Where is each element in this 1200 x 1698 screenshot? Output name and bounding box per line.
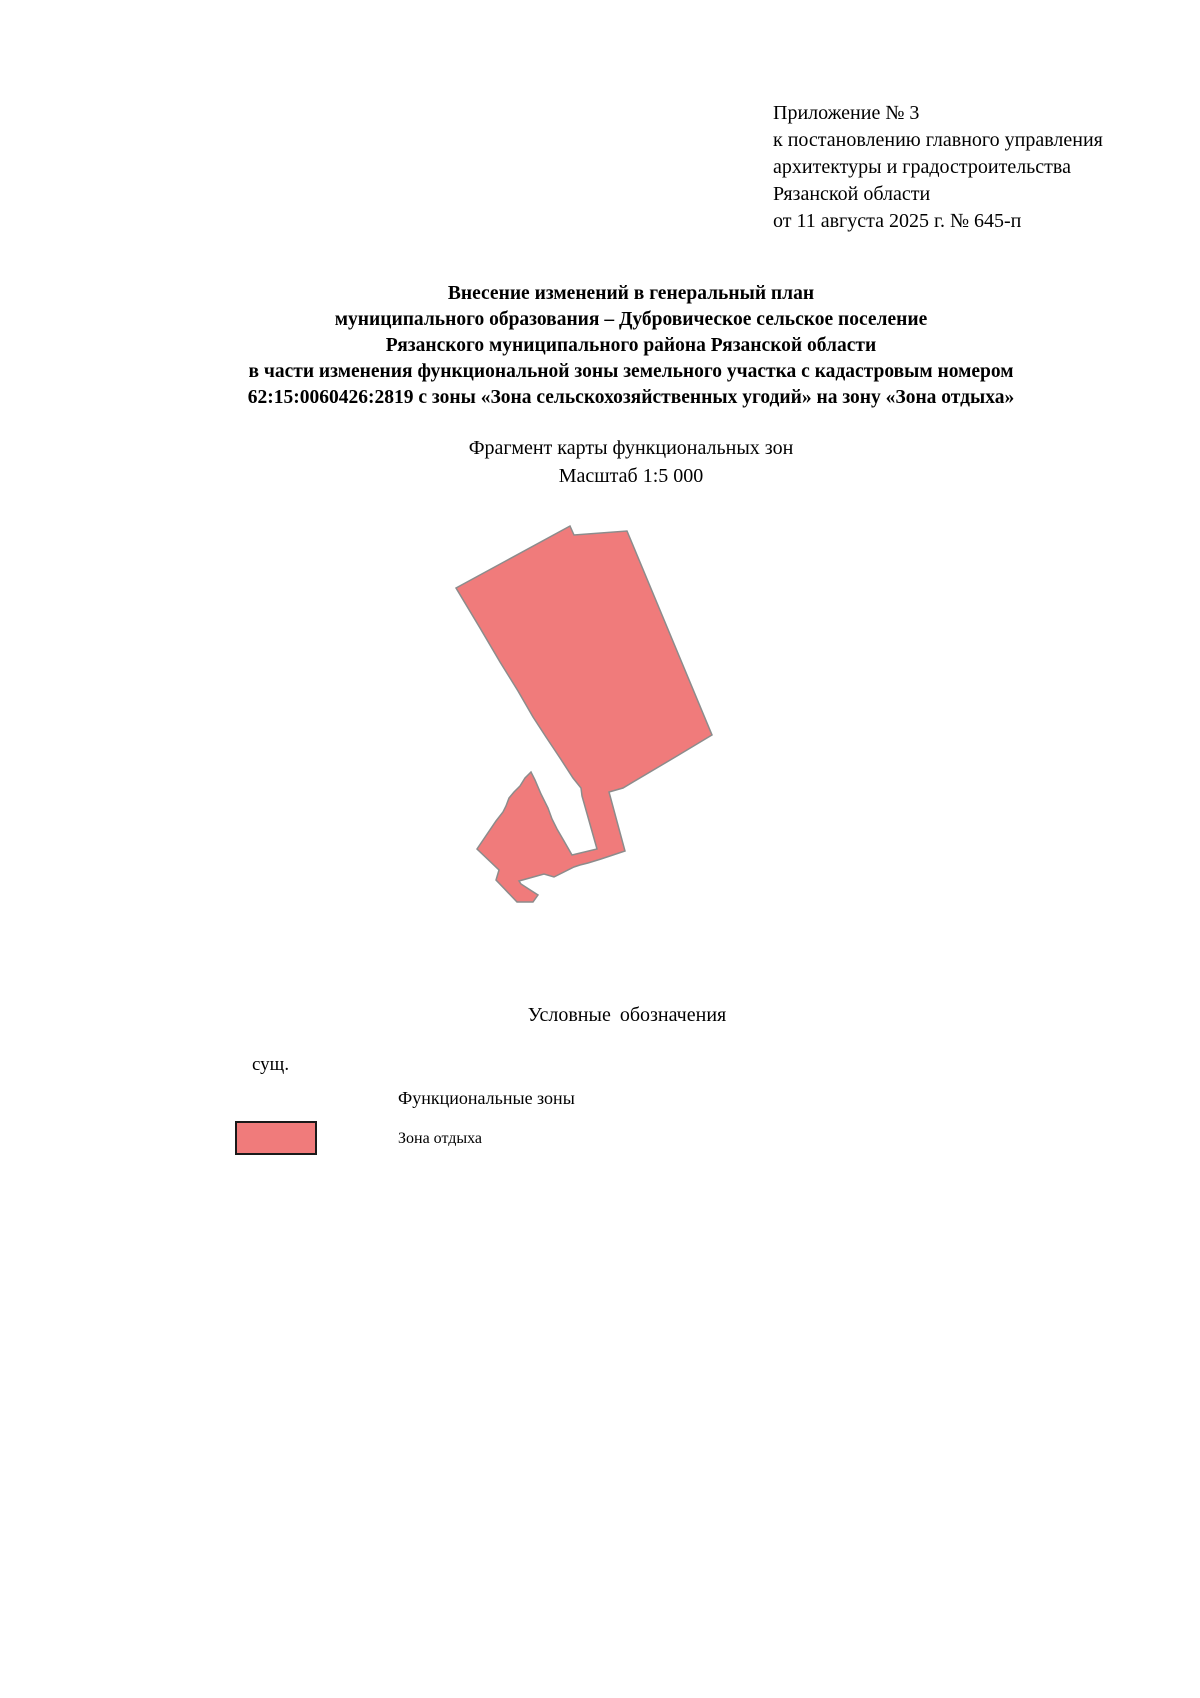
- title-line: Рязанского муниципального района Рязанской области: [385, 335, 877, 356]
- legend-group-label: Функциональные зоны: [398, 1088, 575, 1108]
- title-line: муниципального образования – Дубровическое сельское поселение: [334, 309, 928, 330]
- appendix-line: от 11 августа 2025 г. № 645-п: [773, 210, 1022, 232]
- title-line: Внесение изменений в генеральный план: [447, 283, 815, 304]
- appendix-line: архитектуры и градостроительства: [773, 156, 1071, 178]
- appendix-line: Приложение № 3: [773, 102, 920, 124]
- legend-existing-label: сущ.: [252, 1054, 290, 1075]
- recreation-zone-polygon: [456, 526, 712, 902]
- appendix-line: к постановлению главного управления: [773, 129, 1103, 151]
- legend-title: Условные обозначения: [527, 1004, 727, 1026]
- map-caption: [0, 434, 1200, 490]
- legend-label-recreation-zone: Зона отдыха: [398, 1130, 483, 1147]
- title-line: в части изменения функциональной зоны земельного участка с кадастровым номером: [248, 361, 1014, 382]
- legend-swatch-recreation-zone: [235, 1121, 317, 1155]
- map-fragment: [440, 510, 820, 980]
- document-title: [0, 281, 1200, 411]
- map-caption-text: Фрагмент карты функциональных зон: [468, 437, 794, 459]
- appendix-block: [773, 100, 1103, 235]
- title-line: 62:15:0060426:2819 с зоны «Зона сельскохозяйственных угодий» на зону «Зона отдыха»: [247, 387, 1015, 408]
- appendix-line: Рязанской области: [773, 183, 931, 205]
- map-scale: Масштаб 1:5 000: [558, 465, 704, 487]
- map-svg: [440, 510, 820, 980]
